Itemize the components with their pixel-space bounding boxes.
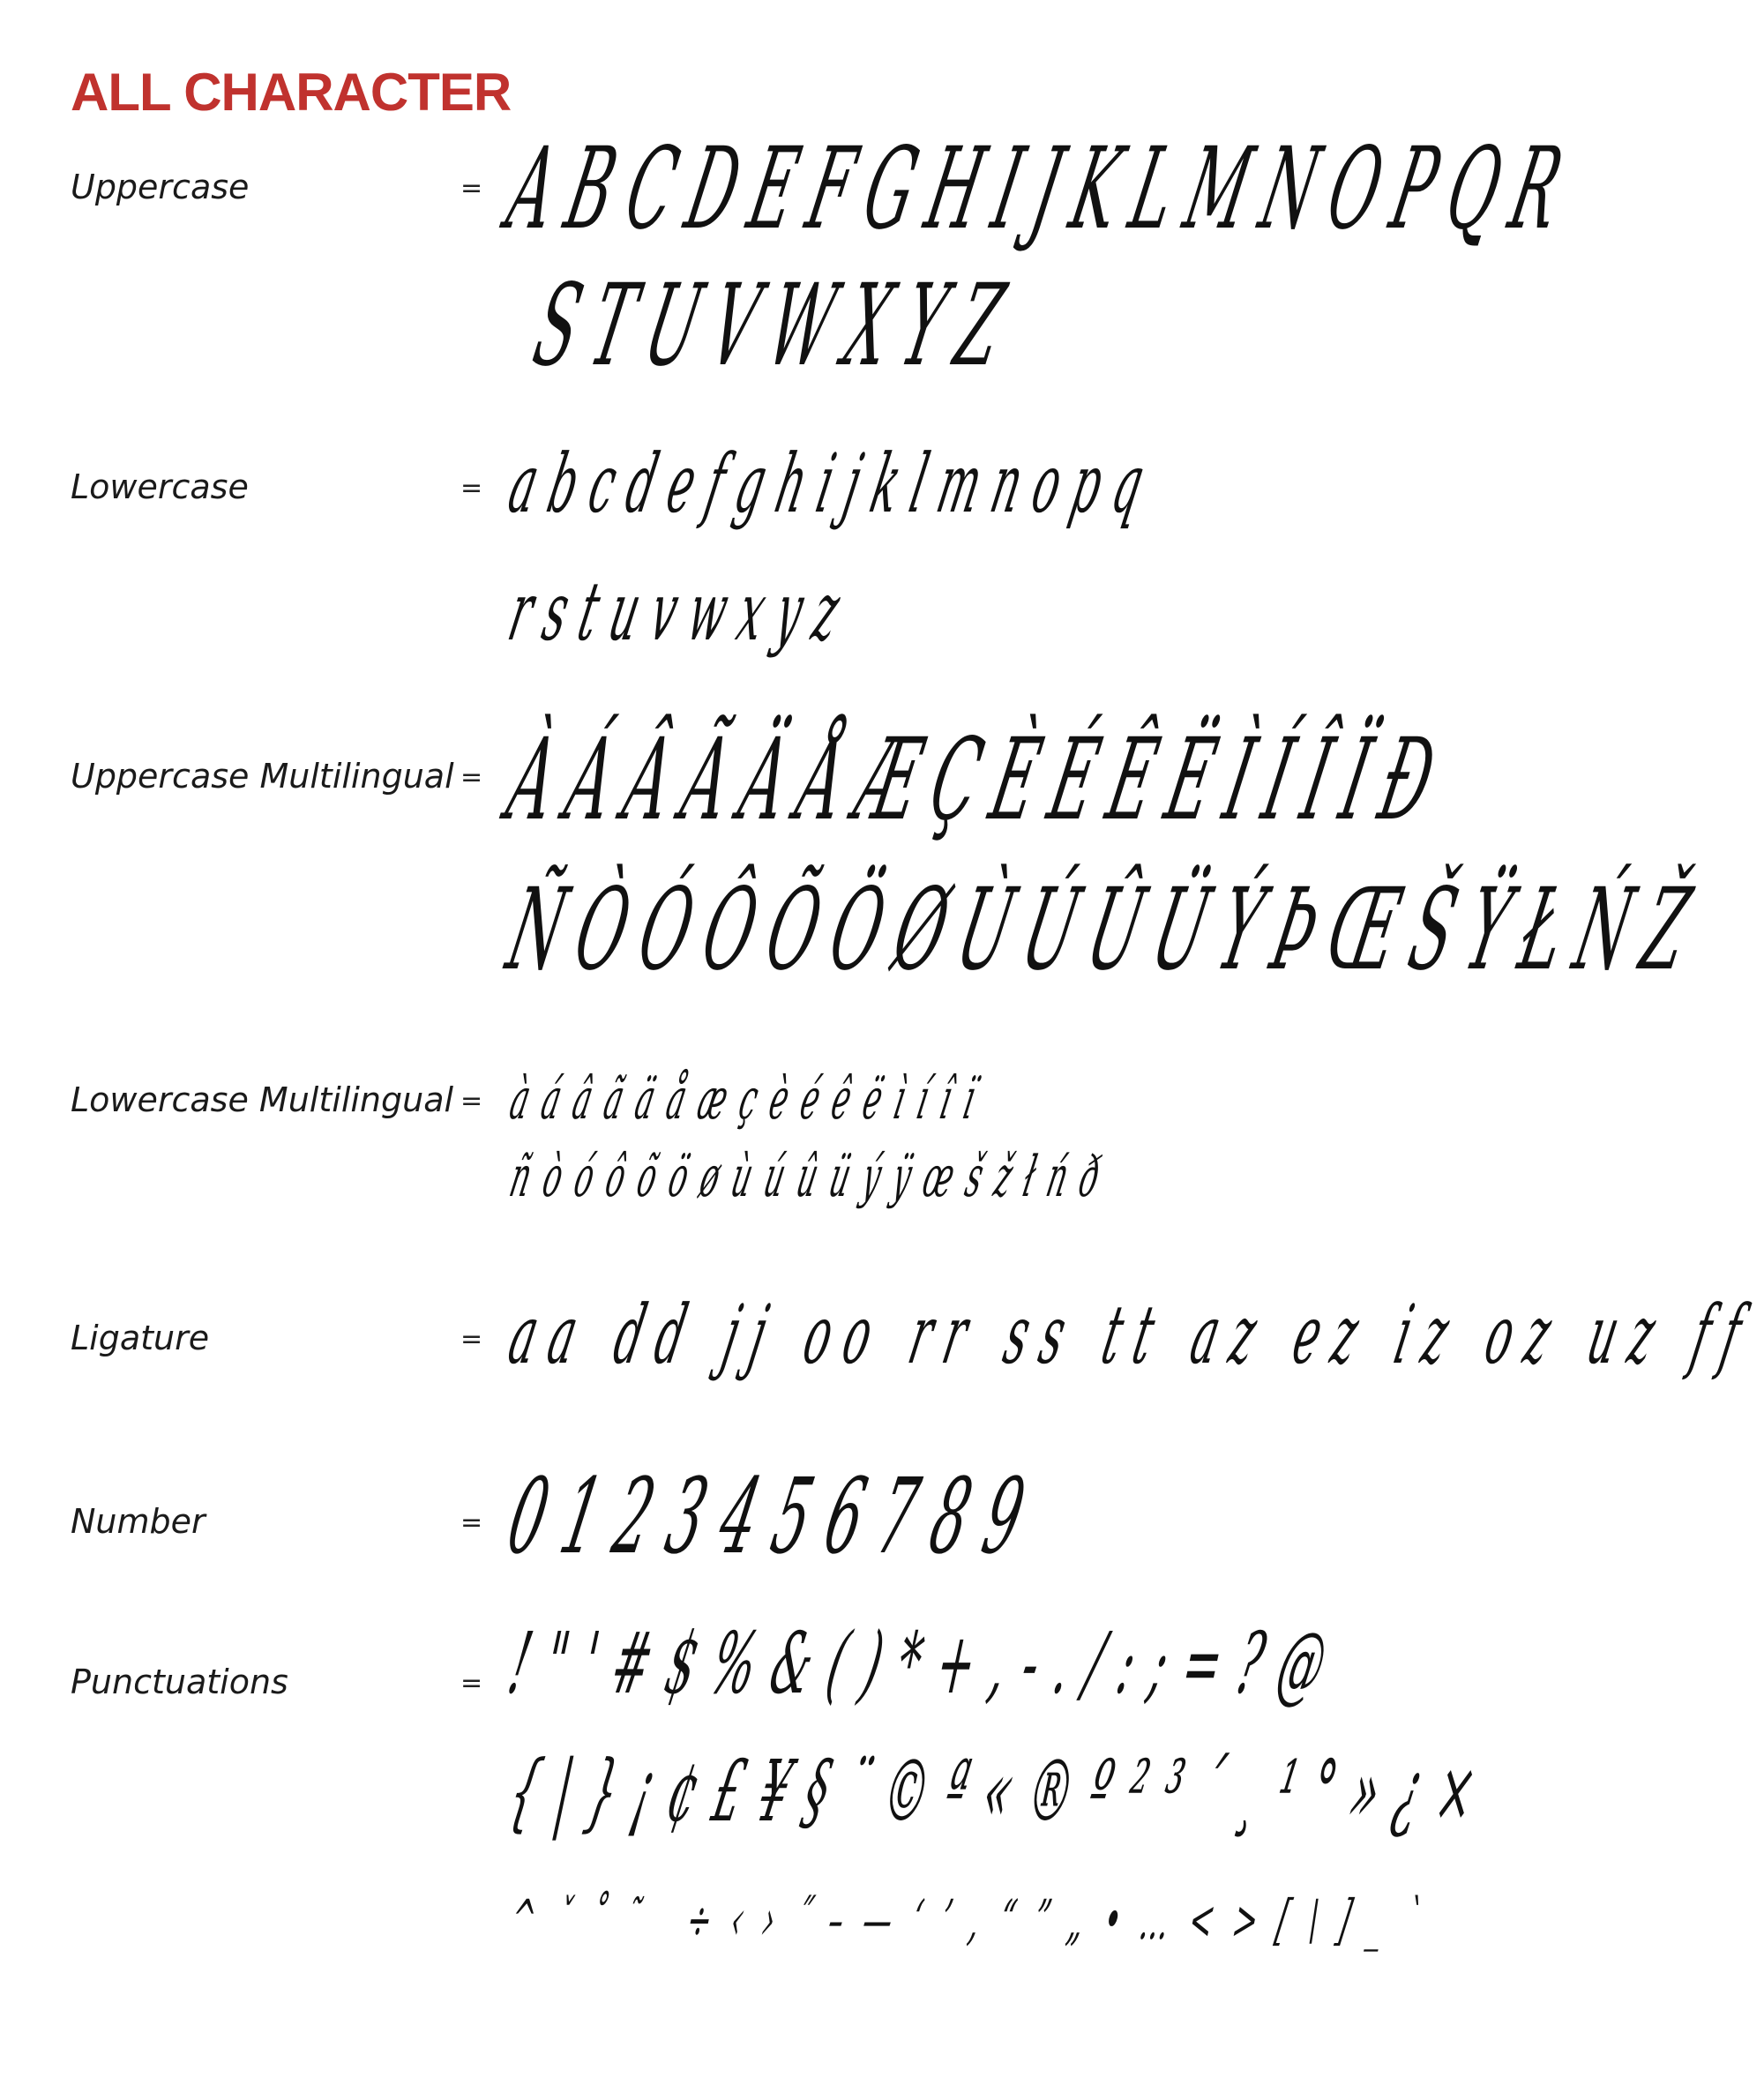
uppercase-multilingual-glyphs-line1: ÀÁÂÃÄÅÆÇÈÉÊËÌÍÎÏÐ — [497, 714, 1461, 846]
uppercase-multilingual-equals: = — [460, 762, 483, 793]
lowercase-multilingual-label: Lowercase Multilingual — [71, 1080, 454, 1119]
uppercase-label: Uppercase — [71, 168, 250, 206]
number-label: Number — [71, 1502, 206, 1541]
lowercase-equals: = — [460, 473, 483, 504]
ligature-label: Ligature — [71, 1319, 210, 1357]
uppercase-equals: = — [460, 173, 483, 204]
ligature-glyphs: aa dd jj oo rr ss tt az ez iz oz uz ff — [501, 1288, 1763, 1382]
lowercase-multilingual-glyphs-line1: àáâãäåæçèéêëìíîï — [505, 1067, 995, 1132]
uppercase-glyphs-line2: STUVWXYZ — [524, 260, 1030, 392]
lowercase-glyphs-line2: rstuvwxyz — [501, 564, 862, 659]
punctuations-equals: = — [460, 1668, 483, 1699]
lowercase-multilingual-equals: = — [460, 1086, 483, 1117]
lowercase-glyphs-line1: abcdefghijklmnopq — [501, 437, 1166, 531]
lowercase-multilingual-glyphs-line2: ñòóôõöøùúûüýÿœšžłńð — [505, 1145, 1120, 1210]
lowercase-label: Lowercase — [71, 467, 249, 506]
ligature-equals: = — [460, 1324, 483, 1355]
uppercase-multilingual-label: Uppercase Multilingual — [71, 757, 454, 796]
punctuations-label: Punctuations — [71, 1663, 288, 1701]
punctuations-glyphs-line1: !"'#$%&()*+,-./:;=?@ — [501, 1614, 1352, 1713]
punctuations-glyphs-line2: {|}¡¢£¥§¨©ª«®º²³´¸¹°»¿× — [501, 1742, 1503, 1841]
number-equals: = — [460, 1507, 483, 1538]
number-glyphs: 0123456789 — [498, 1455, 1053, 1577]
uppercase-multilingual-glyphs-line2: ÑÒÓÔÕÖØÙÚÛÜÝÞŒŠŸŁŃŽ — [497, 864, 1715, 996]
uppercase-glyphs-line1: ABCDEFGHIJKLMNOPQR — [497, 123, 1588, 255]
page-title: ALL CHARACTER — [71, 63, 512, 122]
punctuations-glyphs-line3: ^ˇ˚˜ ÷‹›˝–—‘’‚“”„•…<>[\]_` — [505, 1887, 1446, 1952]
